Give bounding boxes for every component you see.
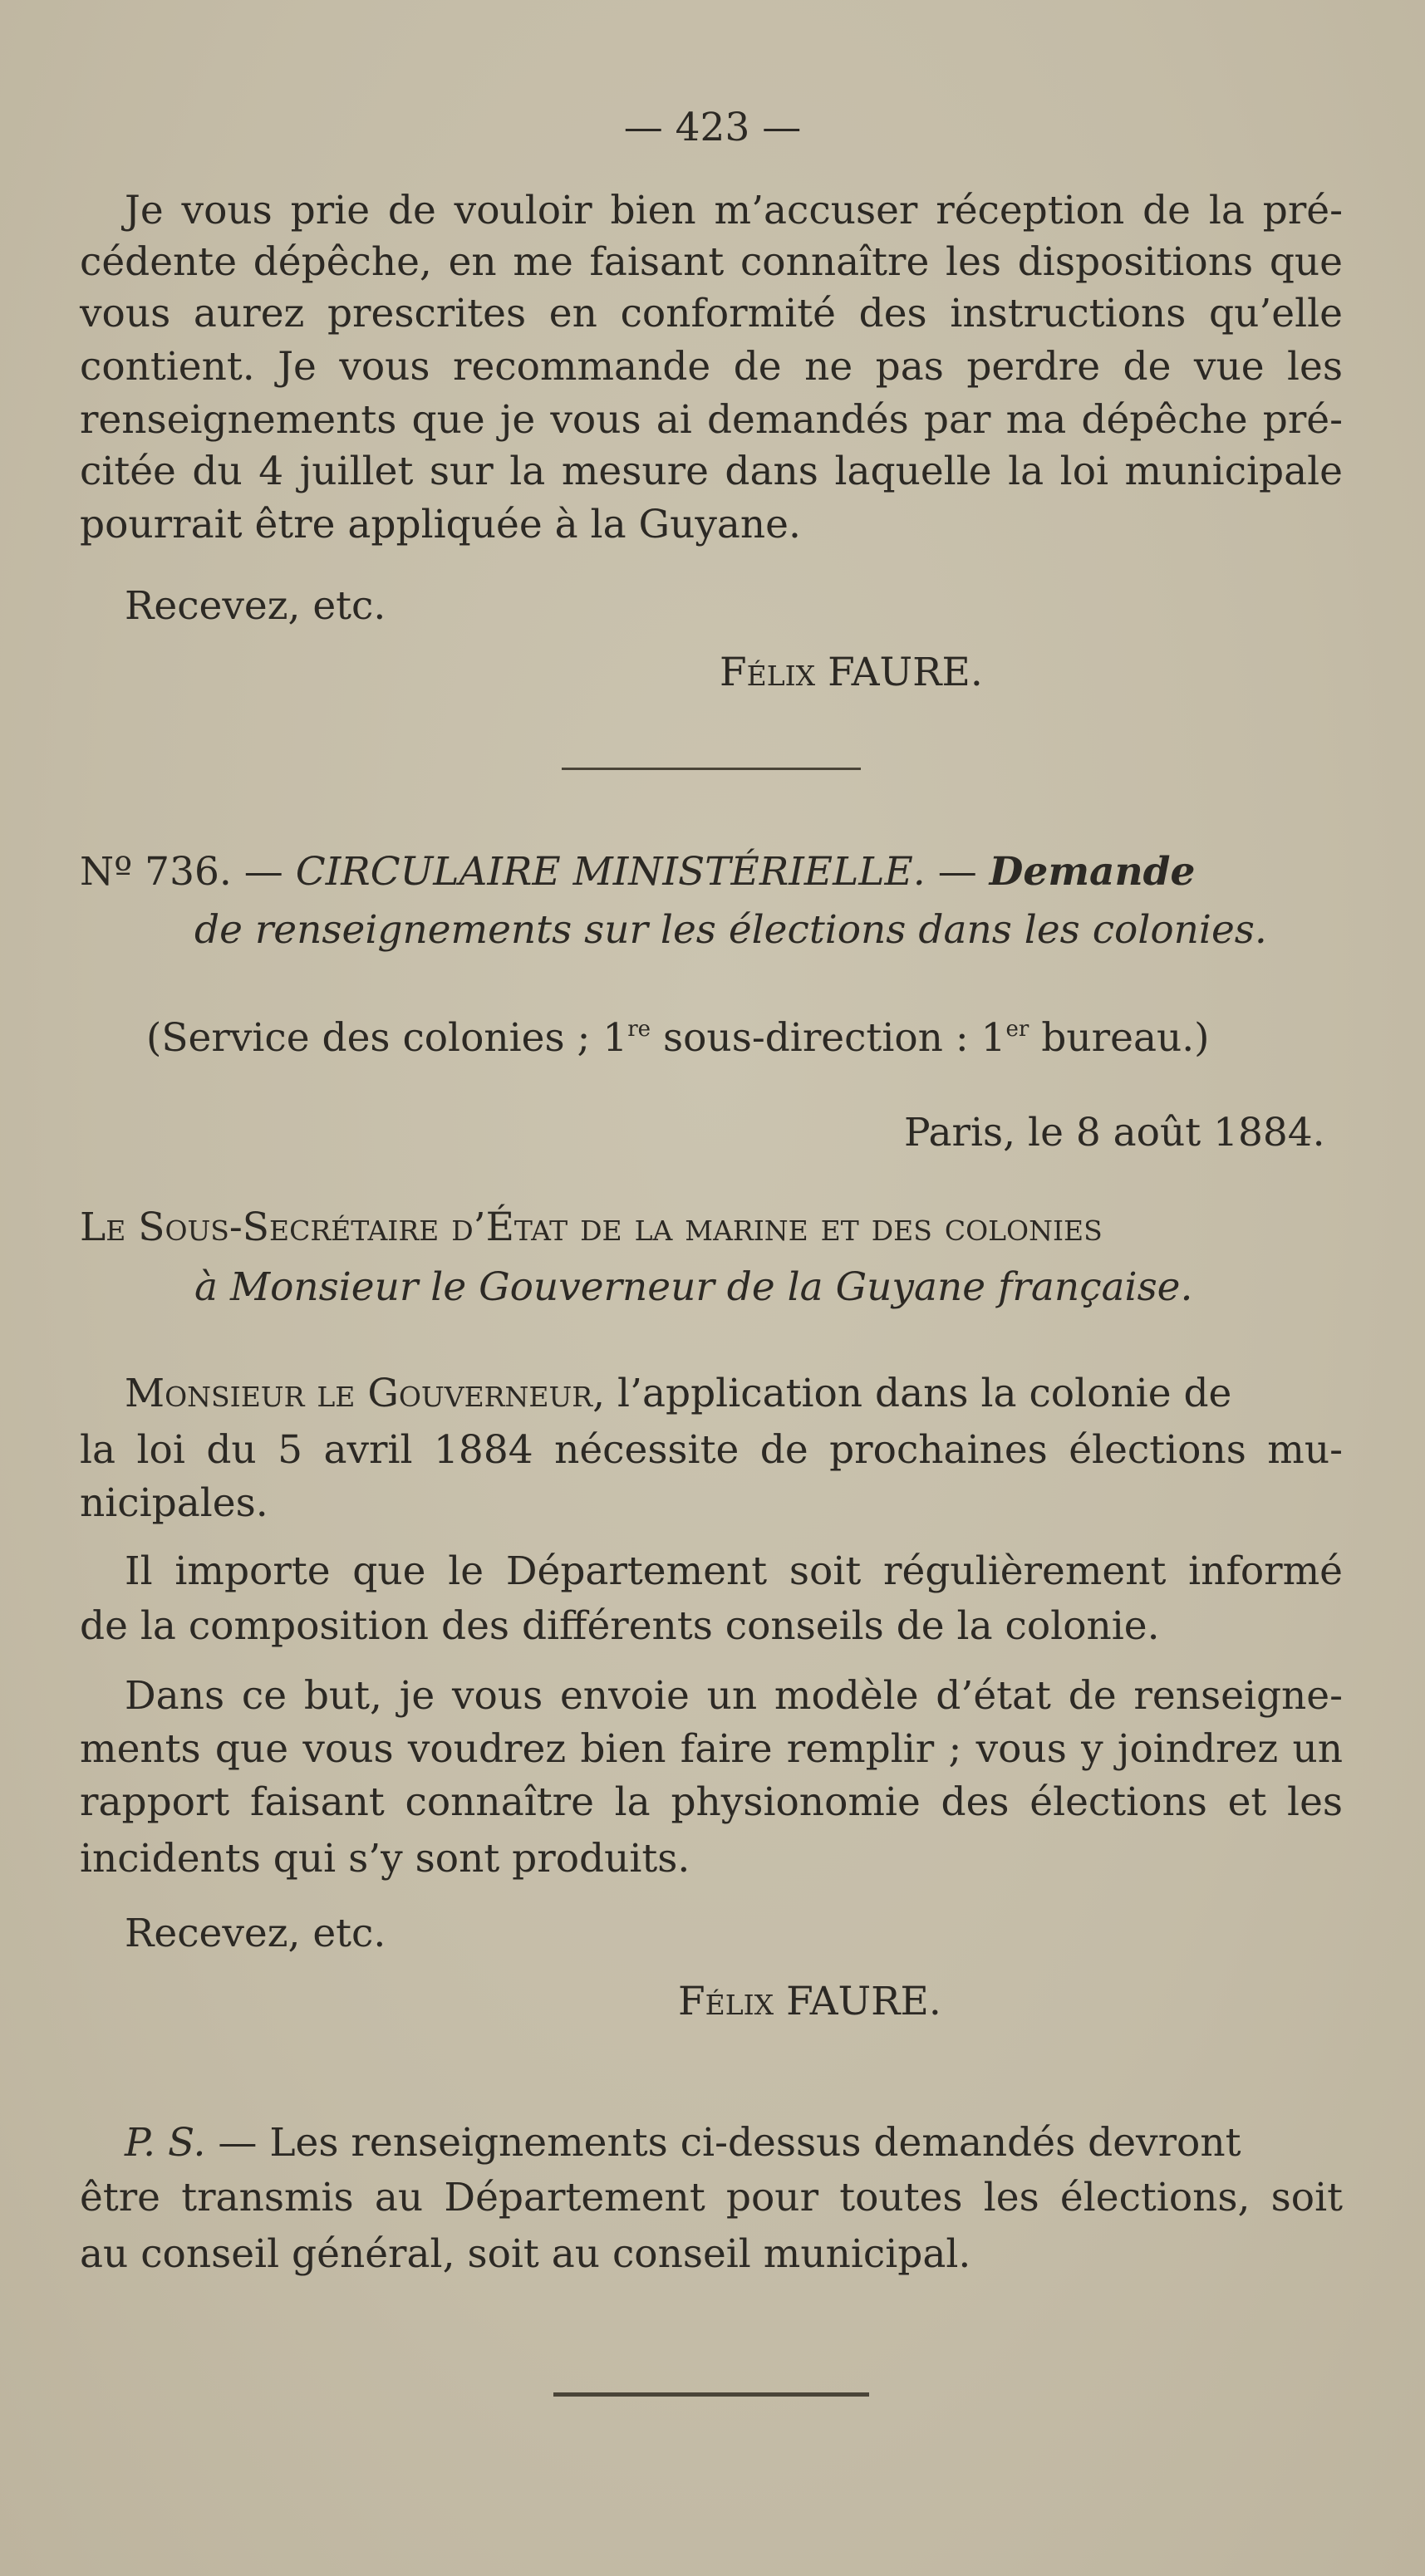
service-line: (Service des colonies ; 1re sous-direction : 1er bureau.) [146,1015,1210,1061]
text-line: Dans ce but, je vous envoie un modèle d’état de renseigne- [125,1673,1343,1719]
closing-text: Recevez, etc. [125,1911,386,1956]
text-line: renseignements que je vous ai demandés par ma dépêche pré- [80,397,1343,443]
text-line: Je vous prie de vouloir bien m’accuser réception de la pré- [125,188,1343,233]
text-line: citée du 4 juillet sur la mesure dans laquelle la loi municipale [80,449,1343,494]
text-line: vous aurez prescrites en conformité des instructions qu’elle [80,291,1343,336]
text-line: nicipales. [80,1480,268,1526]
postscript-line: au conseil général, soit au conseil municipal. [80,2231,971,2277]
signature: Félix FAURE. [678,1979,941,2024]
text-line: ments que vous voudrez bien faire remplir ; vous y joindrez un [80,1726,1343,1772]
text-line: Il importe que le Département soit régulièrement informé [125,1548,1343,1594]
text-line: pourrait être appliquée à la Guyane. [80,502,801,547]
text-line: de la composition des différents conseils de la colonie. [80,1603,1160,1649]
text-line: contient. Je vous recommande de ne pas perdre de vue les [80,344,1343,390]
text-line: cédente dépêche, en me faisant connaître les dispositions que [80,239,1343,285]
closing-text: Recevez, etc. [125,583,386,629]
circular-number: Nº 736. [80,849,232,895]
text-line: incidents qui s’y sont produits. [80,1836,690,1882]
postscript-line: P. S. — Les renseignements ci-dessus demandés devront [125,2120,1241,2166]
circular-heading [80,847,1343,897]
text-line: la loi du 5 avril 1884 nécessite de prochaines élections mu- [80,1427,1343,1473]
end-rule [553,2392,869,2397]
dash: — [243,849,283,895]
signature: Félix FAURE. [720,650,983,695]
sender-line: Le Sous-Secrétaire d’État de la marine et des colonies [80,1205,1103,1250]
page-number: — 423 — [623,105,802,150]
circular-title: CIRCULAIRE MINISTÉRIELLE. [295,849,926,895]
date-line: Paris, le 8 août 1884. [904,1110,1325,1156]
circular-subject: de renseignements sur les élections dans les colonies. [194,907,1267,953]
salutation: Monsieur le Gouverneur, [125,1371,606,1416]
postscript-line: être transmis au Département pour toutes les élections, soit [80,2175,1343,2220]
circular-subject: Demande [989,849,1196,895]
text-line: rapport faisant connaître la physionomie des élections et les [80,1779,1343,1825]
postscript-label: P. S. [125,2120,206,2166]
separator-rule [562,768,861,770]
text-line: Monsieur le Gouverneur, l’application dans la colonie de [125,1371,1232,1416]
dash: — [937,849,977,895]
recipient-line: à Monsieur le Gouverneur de la Guyane française. [194,1264,1193,1310]
